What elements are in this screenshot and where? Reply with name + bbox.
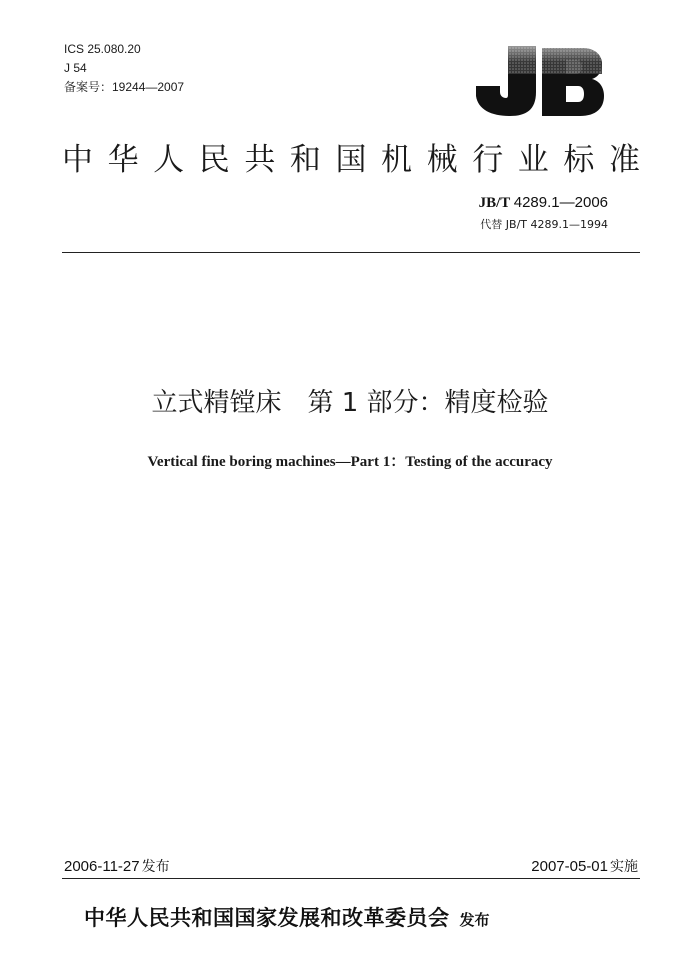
title-char: 标 (563, 142, 595, 178)
title-char: 华 (107, 142, 139, 178)
document-title-en: Vertical fine boring machines—Part 1：Testing of the accuracy (147, 454, 553, 470)
publisher-action: 发布 (459, 911, 490, 929)
title-char: 民 (198, 142, 230, 178)
title-char: 中 (62, 142, 93, 178)
title-char: 人 (153, 142, 185, 178)
standard-number-prefix: JB/T (478, 195, 510, 211)
title-char: 国 (335, 142, 367, 178)
publisher-org: 中华人民共和国国家发展和改革委员会 (84, 906, 450, 930)
title-char: 机 (381, 142, 413, 178)
bottom-divider (62, 878, 640, 879)
title-char: 械 (426, 142, 458, 178)
replaces-standard: 代替 JB/T 4289.1—1994 (480, 218, 608, 231)
jb-logo-graphic (470, 44, 606, 118)
document-title-cn: 立式精镗床 第 1 部分：精度检验 (151, 388, 549, 418)
issue-date-value: 2006-11-27 (64, 858, 140, 875)
ccs-code: J 54 (64, 61, 87, 75)
title-char: 和 (289, 142, 321, 178)
standard-number (479, 194, 608, 212)
implementation-date-label: 实施 (610, 859, 638, 875)
ics-code: ICS 25.080.20 (64, 42, 141, 56)
filing-number: 备案号：19244—2007 (64, 80, 185, 94)
title-char: 行 (472, 142, 504, 178)
implementation-date (531, 856, 638, 876)
standard-number-value: 4289.1—2006 (513, 194, 608, 211)
top-divider (62, 252, 640, 253)
issue-date-label: 发布 (141, 859, 170, 875)
publisher (84, 902, 490, 932)
title-char: 准 (608, 142, 640, 178)
jb-logo (470, 44, 606, 118)
implementation-date-value: 2007-05-01 (531, 858, 608, 875)
issue-date (64, 856, 170, 876)
meta-block (64, 40, 184, 97)
title-char: 业 (517, 142, 549, 178)
title-char: 共 (244, 142, 276, 178)
industry-standard-title (62, 134, 640, 179)
